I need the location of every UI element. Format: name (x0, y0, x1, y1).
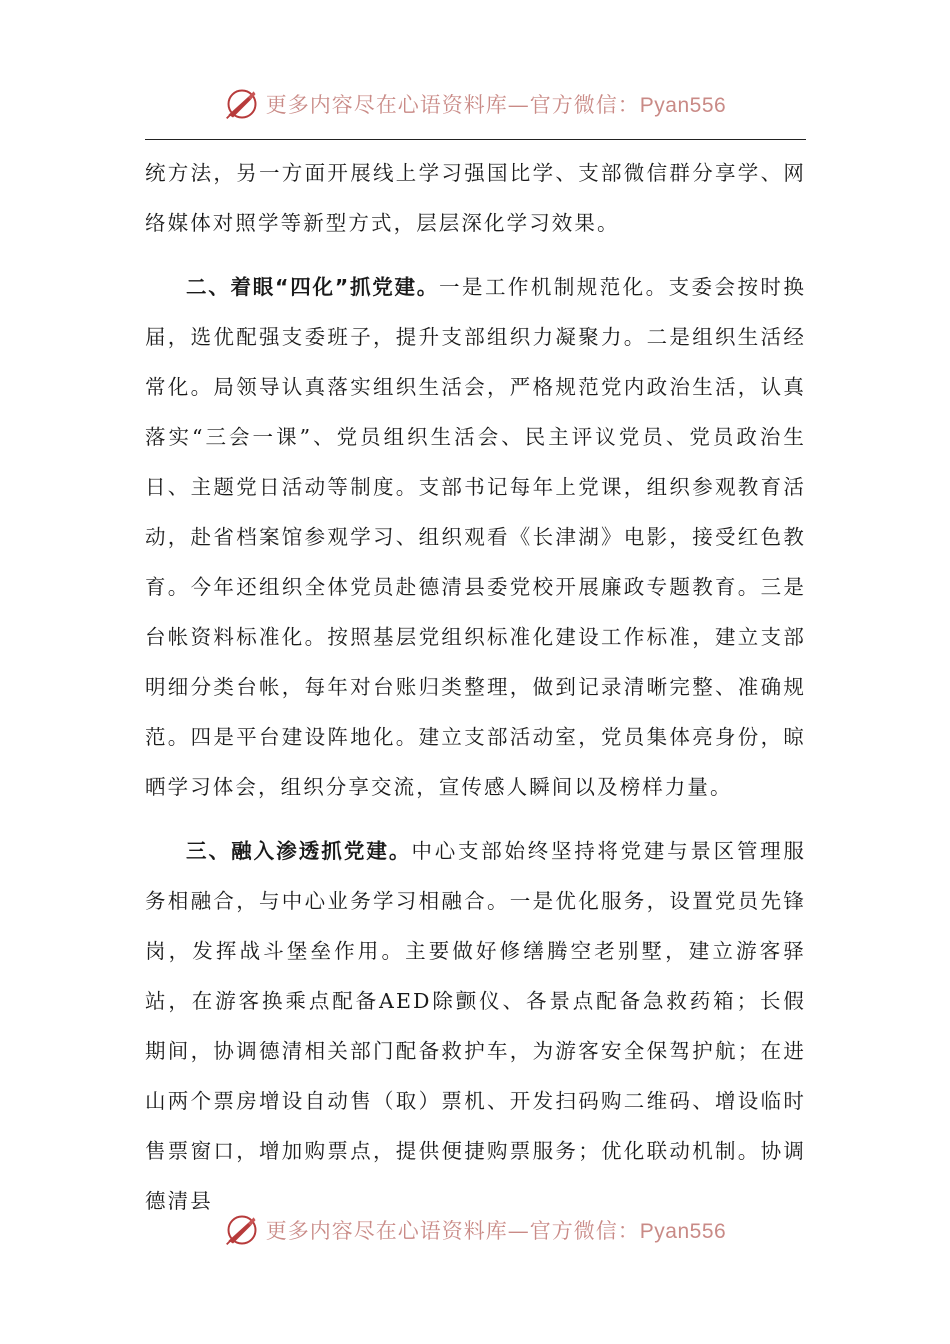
paragraph-text: 中心支部始终坚持将党建与景区管理服务相融合，与中心业务学习相融合。一是优化服务，设置党员先锋岗，发挥战斗堡垒作用。主要做好修缮腾空老别墅，建立游客驿站，在游客换乘点配备AED除颤仪、各景点配备急救药箱；长假期间，协调德清相关部门配备救护车，为游客安全保驾护航；在进山两个票房增设自动售（取）票机、开发扫码购二维码、增设临时售票窗口，增加购票点，提供便捷购票服务；优化联动机制。协调德清县 (145, 839, 807, 1213)
pen-nib-logo-icon (224, 86, 260, 122)
watermark-text: 更多内容尽在心语资料库—官方微信：Pyan556 (265, 1219, 727, 1243)
header-divider (145, 139, 806, 140)
paragraph-text: 一是工作机制规范化。支委会按时换届，选优配强支委班子，提升支部组织力凝聚力。二是组织生活经常化。局领导认真落实组织生活会，严格规范党内政治生活，认真落实“三会一课”、党员组织生活会、民主评议党员、党员政治生日、主题党日活动等制度。支部书记每年上党课，组织参观教育活动，赴省档案馆参观学习、组织观看《长津湖》电影，接受红色教育。今年还组织全体党员赴德清县委党校开展廉政专题教育。三是台帐资料标准化。按照基层党组织标准化建设工作标准，建立支部明细分类台帐，每年对台账归类整理，做到记录清晰完整、准确规范。四是平台建设阵地化。建立支部活动室，党员集体亮身份，晾晒学习体会，组织分享交流，宣传感人瞬间以及榜样力量。 (145, 275, 806, 799)
document-body (145, 148, 806, 1226)
paragraph-text: 统方法，另一方面开展线上学习强国比学、支部微信群分享学、网络媒体对照学等新型方式，层层深化学习效果。 (145, 161, 806, 235)
section-heading: 二、着眼“四化”抓党建。 (186, 275, 440, 299)
paragraph-1 (145, 148, 806, 248)
paragraph-2 (145, 262, 806, 812)
pen-nib-logo-icon (224, 1212, 260, 1248)
footer-watermark (0, 1210, 950, 1250)
watermark-text: 更多内容尽在心语资料库—官方微信：Pyan556 (265, 93, 727, 117)
header-watermark (0, 84, 950, 124)
paragraph-3 (145, 826, 806, 1226)
section-heading: 三、融入渗透抓党建。 (186, 839, 412, 863)
